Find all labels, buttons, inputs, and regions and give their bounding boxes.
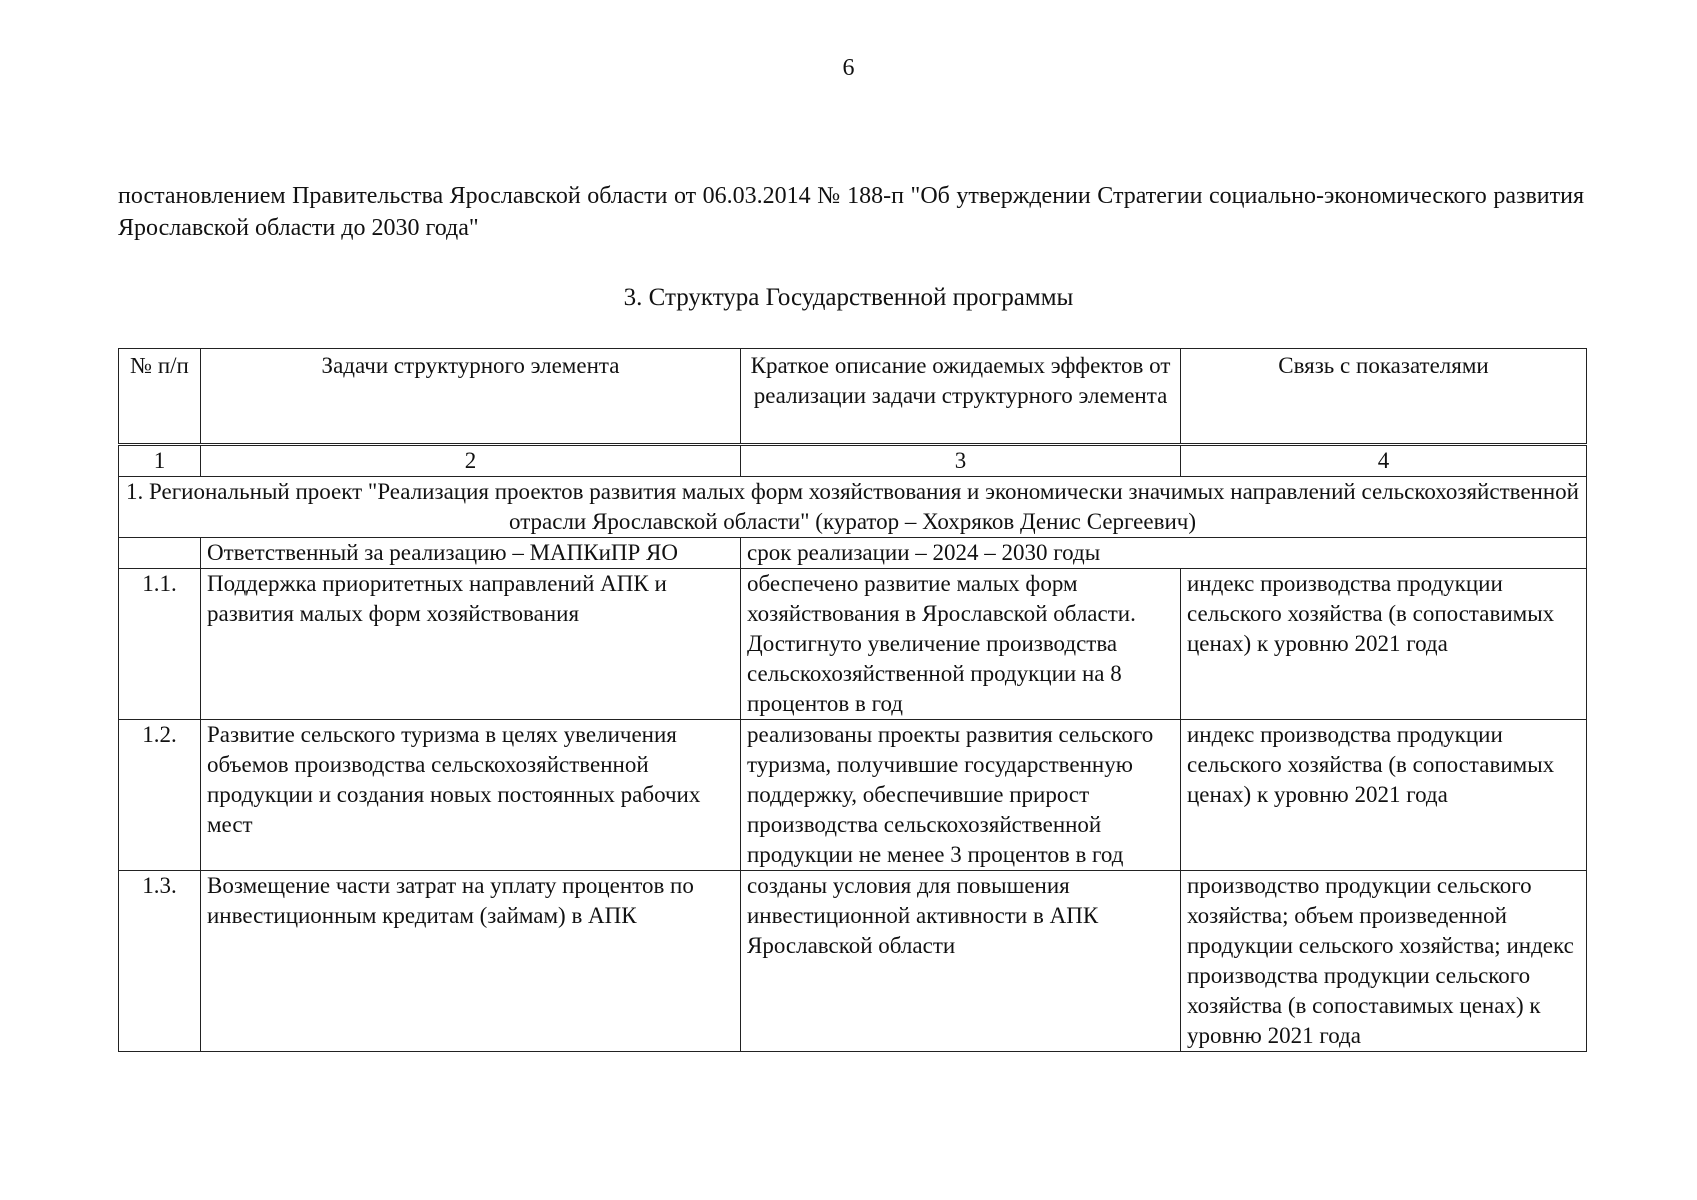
section-title: 3. Структура Государственной программы [623, 284, 1074, 311]
row-number: 1.1. [119, 569, 201, 720]
row-task: Развитие сельского туризма в целях увеличения объемов производства сельскохозяйственной продукции и создания новых постоянных рабочих мест [201, 720, 741, 871]
row-indicator: индекс производства продукции сельского хозяйства (в сопоставимых ценах) к уровню 2021 года [1181, 569, 1587, 720]
header-tasks: Задачи структурного элемента [201, 349, 741, 445]
row-effect: обеспечено развитие малых форм хозяйствования в Ярославской области. Достигнуто увеличение производства сельскохозяйственной продукции на 8 процентов в год [741, 569, 1181, 720]
project-title: 1. Региональный проект "Реализация проектов развития малых форм хозяйствования и экономически значимых направлений сельскохозяйственной отрасли Ярославской области" (куратор – Хохряков Денис Сергеевич) [119, 477, 1587, 538]
table-header-row [119, 349, 1587, 445]
column-number: 1 [119, 445, 201, 477]
period-text: срок реализации – 2024 – 2030 годы [741, 538, 1587, 569]
responsible-empty-cell [119, 538, 201, 569]
row-number: 1.2. [119, 720, 201, 871]
table-row [119, 871, 1587, 1052]
responsible-text: Ответственный за реализацию – МАПКиПР ЯО [201, 538, 741, 569]
row-effect: созданы условия для повышения инвестиционной активности в АПК Ярославской области [741, 871, 1181, 1052]
column-number: 2 [201, 445, 741, 477]
table-row [119, 569, 1587, 720]
responsible-row [119, 538, 1587, 569]
program-structure-table [118, 348, 1587, 1052]
column-number: 4 [1181, 445, 1587, 477]
intro-paragraph: постановлением Правительства Ярославской области от 06.03.2014 № 188-п "Об утверждении Стратегии социально-экономического развития Ярославской области до 2030 года" [118, 183, 1584, 241]
project-title-row [119, 477, 1587, 538]
row-indicator: производство продукции сельского хозяйства; объем произведенной продукции сельского хозяйства; индекс производства продукции сельского хозяйства (в сопоставимых ценах) к уровню 2021 года [1181, 871, 1587, 1052]
row-effect: реализованы проекты развития сельского туризма, получившие государственную поддержку, обеспечившие прирост производства сельскохозяйственной продукции не менее 3 процентов в год [741, 720, 1181, 871]
table-row [119, 720, 1587, 871]
column-number: 3 [741, 445, 1181, 477]
column-number-row [119, 445, 1587, 477]
row-task: Возмещение части затрат на уплату процентов по инвестиционным кредитам (займам) в АПК [201, 871, 741, 1052]
page-number: 6 [842, 55, 855, 81]
row-indicator: индекс производства продукции сельского хозяйства (в сопоставимых ценах) к уровню 2021 года [1181, 720, 1587, 871]
row-number: 1.3. [119, 871, 201, 1052]
row-task: Поддержка приоритетных направлений АПК и развития малых форм хозяйствования [201, 569, 741, 720]
header-effects: Краткое описание ожидаемых эффектов от реализации задачи структурного элемента [741, 349, 1181, 445]
header-indicators: Связь с показателями [1181, 349, 1587, 445]
header-number: № п/п [119, 349, 201, 445]
